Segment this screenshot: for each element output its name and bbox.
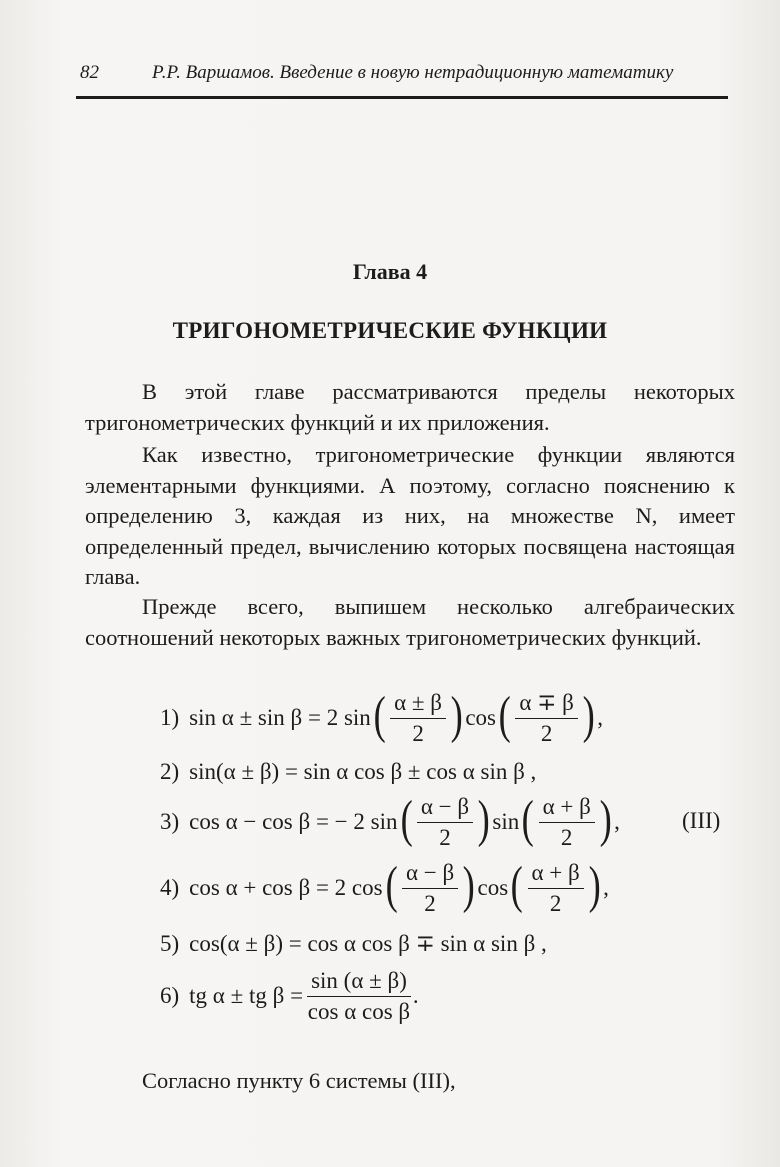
denominator: 2 <box>412 720 424 746</box>
fraction <box>307 968 411 1025</box>
fraction <box>515 690 578 747</box>
page-number: 82 <box>80 62 99 83</box>
numerator: α − β <box>417 794 473 823</box>
paragraph-text: Прежде всего, выпишем несколько алгебраических соотношений некоторых важных тригонометрических функций. <box>85 594 735 650</box>
fraction <box>390 690 446 747</box>
header-rule <box>76 96 728 99</box>
numerator: α + β <box>539 794 595 823</box>
paragraph-text: В этой главе рассматриваются пределы некоторых тригонометрических функций и их приложения. <box>85 379 735 435</box>
formula-lhs: tg α ± tg β = <box>189 983 304 1008</box>
parenthesized-fraction: ( $\frac{\alpha - \beta}{2}$ ) <box>385 857 475 916</box>
numerator: α ± β <box>390 690 446 719</box>
formula-3 <box>160 792 620 852</box>
formula-number: 6) <box>160 983 180 1008</box>
formula-6 <box>160 966 419 1026</box>
formula-lhs: sin α ± sin β = 2 sin <box>189 705 371 730</box>
numerator: sin (α ± β) <box>307 968 411 997</box>
paragraph-intro <box>85 377 735 438</box>
denominator: 2 <box>540 720 553 746</box>
running-title: Р.Р. Варшамов. Введение в новую нетрадиционную математику <box>152 62 674 83</box>
numerator: α − β <box>402 860 458 889</box>
parenthesized-fraction: ( $\frac{\alpha \mp \beta}{2}$ ) <box>498 687 595 746</box>
formula-end: , <box>597 705 603 730</box>
formula-mid: cos <box>465 705 497 730</box>
formula-number: 1) <box>160 705 180 730</box>
denominator: 2 <box>439 824 451 850</box>
denominator: 2 <box>560 824 573 850</box>
paragraph-text: Согласно пункту 6 системы (III), <box>142 1068 456 1093</box>
chapter-title: ТРИГОНОМЕТРИЧЕСКИЕ ФУНКЦИИ <box>172 318 608 343</box>
parenthesized-fraction: ( $\frac{\alpha - \beta}{2}$ ) <box>400 791 490 850</box>
formula-4 <box>160 858 609 918</box>
system-label: (III) <box>682 808 721 833</box>
numerator: α + β <box>528 860 584 889</box>
formula-text: sin(α ± β) = sin α cos β ± cos α sin β , <box>189 759 537 784</box>
formula-5 <box>160 914 547 974</box>
formula-number: 2) <box>160 759 180 784</box>
formula-number: 4) <box>160 875 180 900</box>
formula-mid: sin <box>492 809 520 834</box>
numerator: α ∓ β <box>515 690 578 719</box>
formula-number: 3) <box>160 809 180 834</box>
parenthesized-fraction: ( $\frac{\alpha + \beta}{2}$ ) <box>521 791 612 850</box>
formula-number: 5) <box>160 931 180 956</box>
parenthesized-fraction: ( $\frac{\alpha \pm \beta}{2}$ ) <box>373 687 463 746</box>
running-header <box>80 60 730 96</box>
parenthesized-fraction: ( $\frac{\alpha + \beta}{2}$ ) <box>510 857 601 916</box>
formula-lhs: cos α + cos β = 2 cos <box>189 875 383 900</box>
formula-1 <box>160 688 603 748</box>
denominator: 2 <box>549 890 562 916</box>
formula-end: , <box>614 809 620 834</box>
paragraph-closing <box>85 1066 735 1097</box>
fraction <box>528 860 584 917</box>
fraction <box>539 794 595 851</box>
formula-mid: cos <box>477 875 509 900</box>
formula-text: cos(α ± β) = cos α cos β ∓ sin α sin β , <box>189 931 547 956</box>
paragraph-elementary <box>85 440 735 593</box>
paragraph-text: Как известно, тригонометрические функции являются элементарными функциями. А поэтому, согласно пояснению к определению 3, каждая из них, на множестве N, имеет определенный предел, вычислению которых посвящена настоящая глава. <box>85 442 735 589</box>
denominator: cos α cos β <box>307 998 411 1024</box>
denominator: 2 <box>424 890 436 916</box>
formula-end: . <box>412 983 419 1008</box>
formula-end: , <box>603 875 609 900</box>
chapter-label: Глава 4 <box>352 259 428 284</box>
formula-lhs: cos α − cos β = − 2 sin <box>189 809 398 834</box>
paragraph-relations <box>85 592 735 653</box>
fraction <box>417 794 473 851</box>
fraction <box>402 860 458 917</box>
